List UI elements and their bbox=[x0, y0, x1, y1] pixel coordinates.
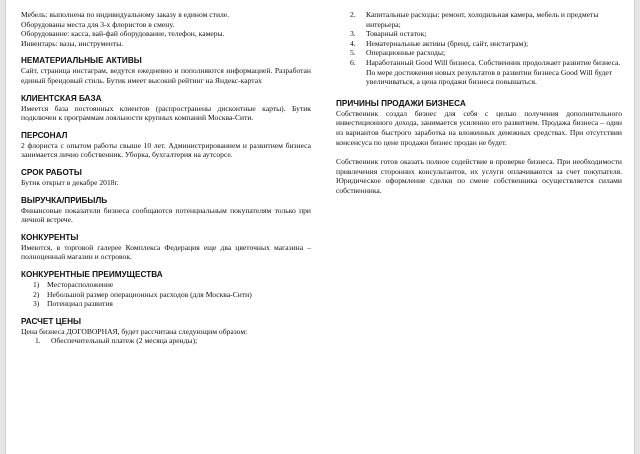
intro-block bbox=[21, 10, 311, 48]
list-item bbox=[336, 48, 622, 58]
list-number: 2) bbox=[33, 289, 40, 299]
right-column bbox=[336, 10, 622, 204]
competitors-section bbox=[21, 233, 311, 262]
section-heading: СРОК РАБОТЫ bbox=[21, 167, 82, 177]
section-text: Имеется база постоянных клиентов (распространены дисконтные карты). Бутик подключен к программам лояльности крупных компаний Москва-Сити. bbox=[21, 103, 311, 123]
price-list-continued bbox=[336, 10, 622, 87]
list-item bbox=[336, 58, 622, 87]
term-section bbox=[21, 168, 311, 188]
client-base-section bbox=[21, 94, 311, 123]
list-item bbox=[21, 336, 311, 346]
revenue-section bbox=[21, 196, 311, 225]
list-text: Наработанный Good Will бизнеса. Собственник продолжает развитие бизнеса. По мере достижения новых результатов в развитии бизнеса Good Will будет увеличиваться, а цена продажи бизнеса повышаться. bbox=[366, 57, 621, 87]
section-text: Собственник создал бизнес для себя с целью получения дополнительного инвестиционного дохода, занимается усиленно его развитием. Продажа бизнеса – один из вариантов быстрого заработка на вложенных денежных средствах. При отсутствии консенсуса по цене продажи бизнес продан не будет. bbox=[336, 108, 622, 147]
list-text: Товарный остаток; bbox=[366, 29, 427, 39]
list-number: 1) bbox=[33, 279, 40, 289]
intro-line: Оборудование: касса, вай-фай оборудование, телефон, камеры. bbox=[21, 29, 225, 39]
list-text: Потенциал развития bbox=[47, 299, 113, 309]
section-heading: ПЕРСОНАЛ bbox=[21, 130, 68, 140]
section-heading: НЕМАТЕРИАЛЬНЫЕ АКТИВЫ bbox=[21, 56, 142, 66]
list-item bbox=[336, 29, 622, 39]
advantages-list bbox=[21, 280, 311, 309]
list-number: 2. bbox=[350, 10, 356, 19]
section-text: 2 флориста с опытом работы свыше 10 лет. Администрированием и развитием бизнеса занимается лично собственник. Уборка, бухгалтерия на аутсорсе. bbox=[21, 140, 311, 160]
section-heading: КОНКУРЕНТНЫЕ ПРЕИМУЩЕСТВА bbox=[21, 269, 163, 279]
list-item bbox=[21, 290, 311, 300]
list-item bbox=[336, 10, 622, 29]
advantages-section bbox=[21, 270, 311, 309]
section-text: Имеются, в торговой галерее Комплекса Федерация еще два цветочных магазина – полноценный магазин и островок. bbox=[21, 242, 311, 262]
list-item bbox=[21, 280, 311, 290]
list-item bbox=[21, 299, 311, 309]
section-heading: КЛИЕНТСКАЯ БАЗА bbox=[21, 93, 102, 103]
intangible-assets-section bbox=[21, 56, 311, 85]
section-heading: ВЫРУЧКА/ПРИБЫЛЬ bbox=[21, 195, 108, 205]
list-text: Месторасположение bbox=[47, 279, 114, 289]
sale-reasons-section bbox=[336, 99, 622, 196]
list-text: Капитальные расходы: ремонт, холодильная камера, мебель и предметы интерьера; bbox=[366, 10, 599, 29]
price-section bbox=[21, 317, 311, 346]
list-text: Нематериальные активы (бренд, сайт, инстаграм); bbox=[366, 38, 529, 48]
section-text: Цена бизнеса ДОГОВОРНАЯ, будет рассчитана следующим образом: bbox=[21, 326, 248, 336]
price-list bbox=[21, 336, 311, 346]
list-number: 4. bbox=[350, 38, 356, 48]
intro-line: Мебель: выполнена по индивидуальному заказу в едином стиле. bbox=[21, 10, 230, 19]
section-text: Собственник готов оказать полное содействие в проверке бизнеса. При необходимости привлечения сторонних консультантов, их услуги оплачиваются за счет покупателя. Юридическое оформление сделки по смене собственника осуществляется силами собственника. bbox=[336, 157, 622, 195]
section-text: Бутик открыт в декабре 2018г. bbox=[21, 177, 119, 187]
document-page bbox=[6, 0, 634, 454]
list-text: Операционные расходы; bbox=[366, 48, 446, 58]
list-number: 5. bbox=[350, 48, 356, 58]
staff-section bbox=[21, 131, 311, 160]
left-column bbox=[21, 10, 311, 354]
list-number: 3) bbox=[33, 299, 40, 309]
section-heading: КОНКУРЕНТЫ bbox=[21, 232, 79, 242]
section-text: Сайт, страница инстаграм, ведутся ежедневно и пополняются информацией. Разработан единый брендовый стиль. Бутик имеет высокий рейтинг на Яндекс-картах bbox=[21, 66, 311, 85]
intro-line: Инвентарь: вазы, инструменты. bbox=[21, 38, 124, 48]
price-list bbox=[336, 10, 622, 87]
list-item bbox=[336, 39, 622, 49]
list-text: Обеспечительный платеж (2 месяца аренды); bbox=[51, 336, 198, 346]
list-number: 3. bbox=[350, 29, 356, 39]
list-number: 1. bbox=[35, 336, 41, 346]
list-text: Небольшой размер операционных расходов (для Москва-Сити) bbox=[47, 289, 252, 299]
section-heading: ПРИЧИНЫ ПРОДАЖИ БИЗНЕСА bbox=[336, 98, 466, 108]
section-text: Финансовые показатели бизнеса сообщаются потенциальным покупателям только при личной встрече. bbox=[21, 205, 311, 225]
section-heading: РАСЧЕТ ЦЕНЫ bbox=[21, 316, 82, 326]
list-number: 6. bbox=[350, 57, 356, 67]
paragraph-gap bbox=[336, 147, 622, 157]
intro-line: Оборудованы места для 3-х флористов в смену. bbox=[21, 19, 175, 29]
